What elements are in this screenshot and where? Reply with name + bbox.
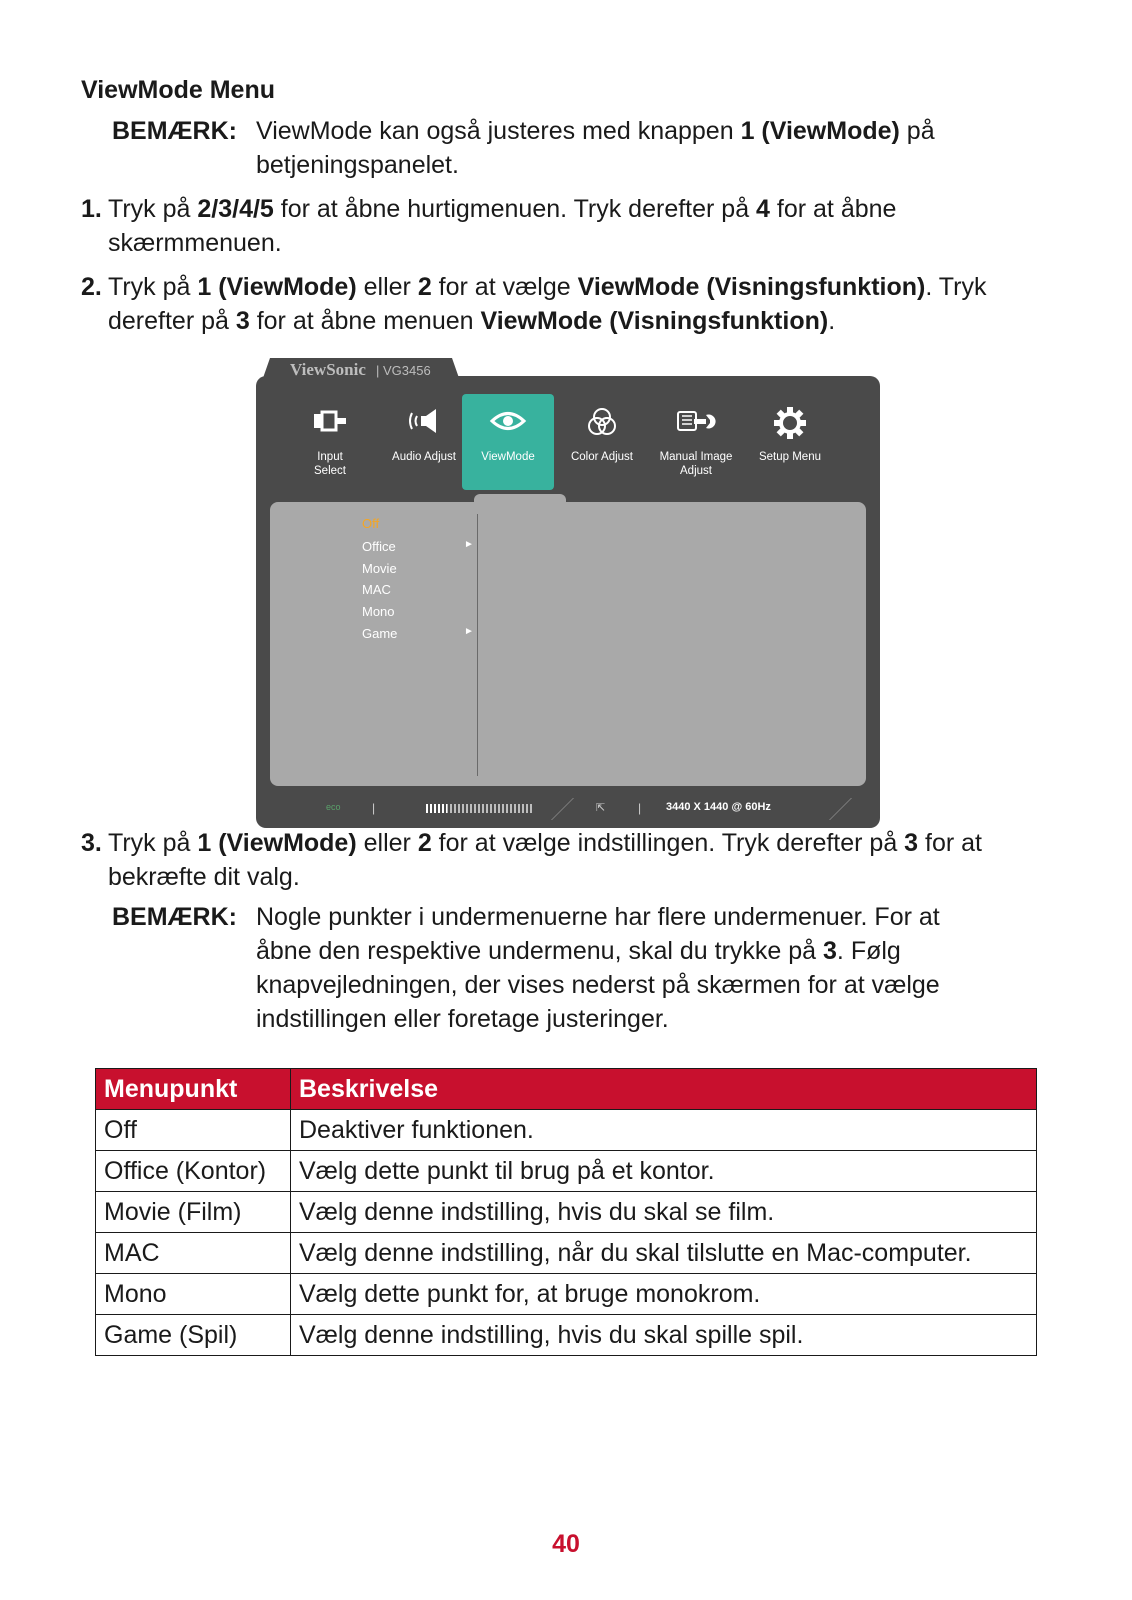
submenu-item-off[interactable]: Off [362, 516, 380, 531]
menu-label: ViewMode [481, 451, 535, 463]
menu-label: Input Select [314, 451, 346, 477]
table-cell: Vælg denne indstilling, hvis du skal spille spil. [291, 1315, 1037, 1356]
menu-audio-adjust[interactable] [378, 394, 470, 490]
submenu-item-office[interactable]: Office ► [362, 539, 474, 554]
wrench-icon [650, 406, 742, 440]
table-cell: Vælg dette punkt til brug på et kontor. [291, 1151, 1037, 1192]
link-icon: ⇱ [596, 802, 606, 814]
osd-screenshot [256, 358, 880, 828]
note-text: Nogle punkter i undermenuerne har flere undermenuer. For at åbne den respektive undermenu, skal du trykke på 3. Følg knapvejledningen, der vises nederst på skærmen for at vælge indstillingen eller foretage justeringer. [256, 903, 940, 1033]
status-divider [799, 798, 852, 820]
model-label: | VG3456 [376, 363, 431, 378]
table-cell: Vælg dette punkt for, at bruge monokrom. [291, 1274, 1037, 1315]
resolution-readout: 3440 X 1440 @ 60Hz [666, 801, 771, 813]
column-header: Beskrivelse [291, 1069, 1037, 1110]
table-cell: Game (Spil) [96, 1315, 291, 1356]
menu-label: Manual Image Adjust [659, 451, 733, 477]
menu-label: Color Adjust [570, 451, 633, 463]
note-label: BEMÆRK: [112, 903, 237, 931]
menu-viewmode[interactable] [462, 394, 554, 490]
eco-icon: eco [326, 802, 341, 812]
section-heading: ViewMode Menu [81, 76, 276, 104]
menu-manual-image-adjust[interactable] [650, 394, 742, 490]
table-header-row [96, 1069, 1037, 1110]
gear-icon [744, 406, 836, 440]
table-row [96, 1274, 1037, 1315]
chevron-right-icon: ► [464, 626, 474, 637]
table-row [96, 1192, 1037, 1233]
table-cell: Vælg denne indstilling, når du skal tilslutte en Mac-computer. [291, 1233, 1037, 1274]
separator: | [638, 801, 642, 815]
table-row [96, 1315, 1037, 1356]
input-select-icon [284, 406, 376, 440]
submenu-item-movie[interactable]: Movie [362, 561, 397, 576]
table-cell: Office (Kontor) [96, 1151, 291, 1192]
step-3 [81, 826, 1041, 896]
separator: | [372, 801, 376, 815]
step-text: Tryk på 2/3/4/5 for at åbne hurtigmenuen. Tryk derefter på 4 for at åbne skærmmenuen. [108, 195, 897, 257]
table-cell: Off [96, 1110, 291, 1151]
page-number: 40 [552, 1530, 580, 1558]
step-2 [81, 270, 1041, 340]
note-label: BEMÆRK: [112, 117, 237, 145]
menu-label: Audio Adjust [392, 451, 456, 463]
note-text: ViewMode kan også justeres med knappen 1 (ViewMode) på betjeningspanelet. [256, 117, 935, 179]
brightness-meter [426, 804, 532, 813]
viewmode-table [95, 1068, 1037, 1356]
column-header: Menupunkt [96, 1069, 291, 1110]
table-row [96, 1233, 1037, 1274]
color-circles-icon [556, 406, 648, 440]
menu-label: Setup Menu [758, 451, 821, 463]
submenu-item-game[interactable]: Game ► [362, 626, 474, 641]
table-cell: Movie (Film) [96, 1192, 291, 1233]
table-cell: Deaktiver funktionen. [291, 1110, 1037, 1151]
menu-input-select[interactable] [284, 394, 376, 490]
audio-icon [378, 406, 470, 440]
step-1 [81, 192, 1041, 262]
step-number: 1. [81, 195, 102, 223]
table-row [96, 1151, 1037, 1192]
table-row [96, 1110, 1037, 1151]
submenu-item-mac[interactable]: MAC [362, 582, 391, 597]
osd-status-bar [286, 798, 850, 820]
note-2 [112, 900, 992, 1040]
step-text: Tryk på 1 (ViewMode) eller 2 for at vælge ViewMode (Visningsfunktion). Tryk derefter på 3 for at åbne menuen ViewMode (Visningsfunktion). [108, 273, 987, 335]
table-cell: Vælg denne indstilling, hvis du skal se film. [291, 1192, 1037, 1233]
eye-icon [462, 406, 554, 440]
submenu-panel [270, 502, 866, 786]
table-cell: MAC [96, 1233, 291, 1274]
panel-divider [477, 514, 478, 776]
menu-setup[interactable] [744, 394, 836, 490]
note-1 [112, 114, 992, 184]
submenu-item-mono[interactable]: Mono [362, 604, 395, 619]
brightness-level [426, 804, 447, 813]
step-text: Tryk på 1 (ViewMode) eller 2 for at vælge indstillingen. Tryk derefter på 3 for at bekræfte dit valg. [108, 829, 982, 891]
step-number: 3. [81, 829, 102, 857]
chevron-right-icon: ► [464, 539, 474, 550]
table-cell: Mono [96, 1274, 291, 1315]
menu-color-adjust[interactable] [556, 394, 648, 490]
step-number: 2. [81, 273, 102, 301]
brand-logo: ViewSonic [290, 360, 366, 379]
